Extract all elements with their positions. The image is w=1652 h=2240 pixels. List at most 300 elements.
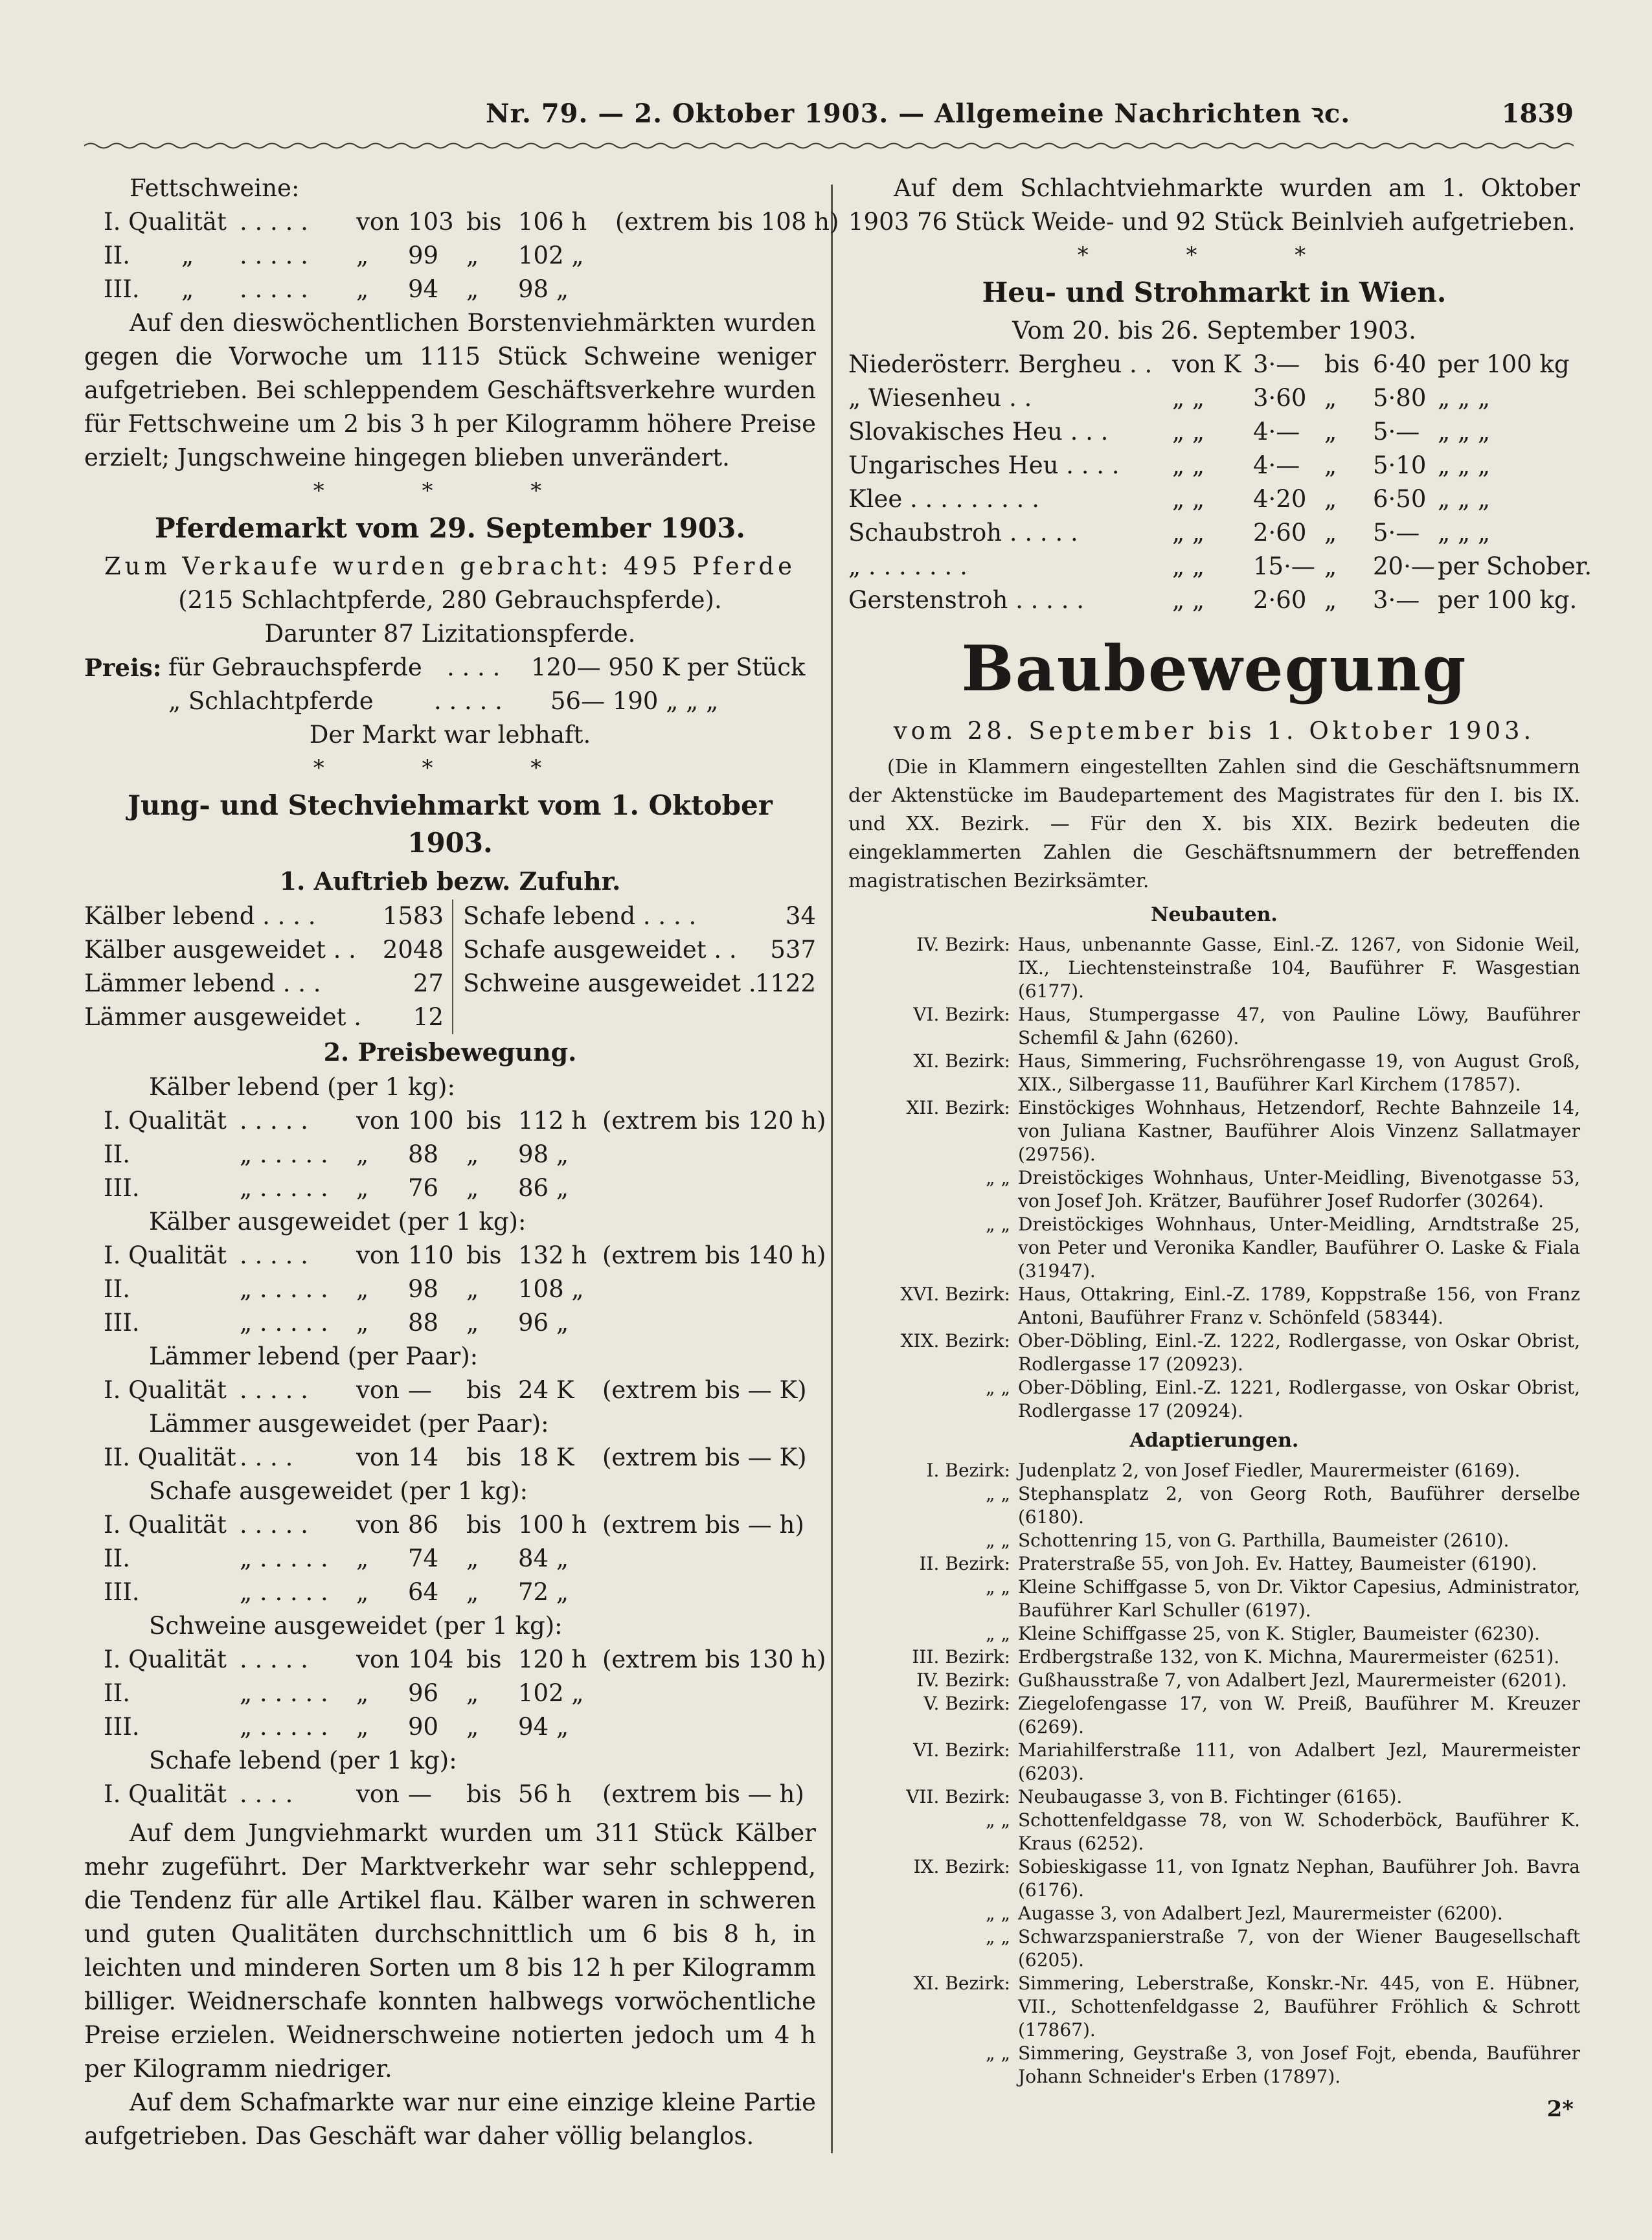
- price-row-bis: „: [466, 1140, 479, 1168]
- bau-entry-text: Erdbergstraße 132, von K. Michna, Maurermeister (6251).: [1018, 1646, 1560, 1668]
- preis-row-1-label: für Gebrauchspferde: [168, 653, 422, 681]
- heu-unit: „ „ „: [1438, 384, 1491, 412]
- heu-unit: „ „ „: [1438, 485, 1491, 513]
- fettschweine-heading: Fettschweine:: [130, 174, 300, 202]
- zufuhr-table-divider: [452, 899, 453, 1034]
- bau-entry-district: „ „: [986, 1926, 1010, 1947]
- right-column: [848, 172, 1592, 2126]
- heu-row: [848, 482, 1580, 516]
- bau-entry: [848, 1972, 1580, 2042]
- bau-entry-district: IV. Bezirk:: [916, 934, 1010, 955]
- fettschweine-dots: . . . . .: [240, 242, 308, 269]
- price-row-bis: bis: [466, 1780, 502, 1808]
- bau-entry: [848, 1739, 1580, 1785]
- bau-entry: [848, 1376, 1580, 1423]
- bau-entry-district: II. Bezirk:: [919, 1553, 1010, 1574]
- fettschweine-b: 98 „: [518, 275, 569, 303]
- bau-entry-district: „ „: [986, 2042, 1010, 2064]
- price-row-bis: bis: [466, 1443, 502, 1471]
- bau-entry-text: Stephansplatz 2, von Georg Roth, Bauführer derselbe (6180).: [1018, 1483, 1580, 1528]
- bau-entry-district: VI. Bezirk:: [913, 1004, 1010, 1025]
- bau-entry: [848, 1855, 1580, 1902]
- heu-unit: „ „ „: [1438, 451, 1491, 479]
- price-row: [84, 1576, 816, 1609]
- price-row: [84, 1104, 826, 1138]
- heu-a: 2·60: [1253, 586, 1307, 614]
- bau-entry-text: Simmering, Geystraße 3, von Josef Fojt, ebenda, Bauführer Johann Schneider's Erben (17897).: [1018, 2042, 1580, 2087]
- pferde-preis-row-2: [84, 684, 816, 718]
- price-row-a: 98: [408, 1275, 439, 1303]
- price-row-extra: (extrem bis — h): [602, 1511, 804, 1539]
- price-row-dots: „ . . . . .: [240, 1174, 328, 1202]
- price-group-title: Schafe ausgeweidet (per 1 kg):: [149, 1477, 528, 1505]
- heu-pre: „ „: [1172, 552, 1205, 580]
- bau-entry: [848, 1283, 1580, 1329]
- price-row-label: III.: [104, 1174, 140, 1202]
- price-row-pre: „: [356, 1309, 369, 1337]
- zufuhr-value: 2048: [382, 936, 444, 964]
- bau-entry-district: VII. Bezirk:: [906, 1786, 1010, 1807]
- bau-entry-district: „ „: [986, 1576, 1010, 1598]
- fettschweine-row: [84, 273, 816, 306]
- price-row-bis: bis: [466, 1646, 502, 1673]
- bau-entry: [848, 1622, 1580, 1646]
- preis-row-1-dots: . . . .: [447, 653, 501, 681]
- heu-b: 5·10: [1373, 451, 1427, 479]
- fettschweine-q: „: [181, 242, 194, 269]
- price-row-bis: „: [466, 1578, 479, 1606]
- heu-pre: von K: [1172, 350, 1241, 378]
- price-row-pre: „: [356, 1544, 369, 1572]
- fettschweine-bis: „: [466, 275, 479, 303]
- price-row-label: I. Qualität: [104, 1511, 227, 1539]
- fettschweine-a: 94: [408, 275, 439, 303]
- bau-entry-text: Haus, Ottakring, Einl.-Z. 1789, Koppstraße 156, von Franz Antoni, Bauführer Franz v. Schönfeld (58344).: [1018, 1284, 1580, 1328]
- price-row-label: I. Qualität: [104, 1241, 227, 1269]
- baubewegung-title: Baubewegung: [961, 632, 1467, 705]
- price-row-b: 108 „: [518, 1275, 584, 1303]
- fettschweine-a: 99: [408, 242, 439, 269]
- price-row-pre: von: [356, 1376, 400, 1404]
- price-row-a: 86: [408, 1511, 439, 1539]
- heu-pre: „ „: [1172, 451, 1205, 479]
- pferde-line-4: Der Markt war lebhaft.: [309, 721, 591, 749]
- section-separator-stars: * * *: [313, 755, 587, 781]
- heu-b: 3·—: [1373, 586, 1420, 614]
- price-row: [84, 1778, 816, 1811]
- fettschweine-bis: bis: [466, 208, 502, 236]
- price-row-a: 74: [408, 1544, 439, 1572]
- adaptierungen-list: [848, 1459, 1580, 2088]
- zufuhr-row: [463, 933, 816, 967]
- price-row: [84, 1306, 816, 1340]
- price-row-b: 100 h: [518, 1511, 587, 1539]
- bau-entry-text: Ober-Döbling, Einl.-Z. 1221, Rodlergasse, von Oskar Obrist, Rodlergasse 17 (20924).: [1018, 1377, 1580, 1421]
- heu-b: 6·40: [1373, 350, 1427, 378]
- heu-bis: „: [1324, 552, 1337, 580]
- bau-entry: [848, 1166, 1580, 1213]
- bau-entry-district: „ „: [986, 1623, 1010, 1644]
- bau-entry-text: Dreistöckiges Wohnhaus, Unter-Meidling, Arndtstraße 25, von Peter und Veronika Kandler, Bauführer O. Laske & Fiala (31947).: [1018, 1214, 1580, 1282]
- price-row-a: 110: [408, 1241, 454, 1269]
- zufuhr-value: 27: [413, 969, 444, 997]
- bau-entry-text: Haus, Simmering, Fuchsröhrengasse 19, von August Groß, XIX., Silbergasse 11, Bauführer Karl Kirchem (17857).: [1018, 1050, 1580, 1095]
- bau-entry-district: IV. Bezirk:: [916, 1669, 1010, 1691]
- heu-label: „ Wiesenheu . .: [848, 384, 1032, 412]
- heu-row: [848, 583, 1580, 617]
- bau-entry: [848, 1003, 1580, 1050]
- price-group-title: Schweine ausgeweidet (per 1 kg):: [149, 1612, 563, 1640]
- price-row-b: 18 K: [518, 1443, 574, 1471]
- price-row-b: 98 „: [518, 1140, 569, 1168]
- bau-entry-text: Schottenfeldgasse 78, von W. Schoderböck, Bauführer K. Kraus (6252).: [1018, 1809, 1580, 1854]
- zufuhr-table: [84, 899, 816, 1034]
- neubauten-heading: Neubauten.: [1151, 903, 1278, 926]
- bau-entry: [848, 1925, 1580, 1972]
- price-row-b: 94 „: [518, 1713, 569, 1741]
- zufuhr-row: [84, 933, 444, 967]
- heu-a: 4·—: [1253, 418, 1300, 446]
- bau-entry-district: „ „: [986, 1214, 1010, 1235]
- bau-entry-district: „ „: [986, 1530, 1010, 1551]
- section-separator-stars: * * *: [1077, 242, 1352, 268]
- heu-a: 4·20: [1253, 485, 1307, 513]
- baubewegung-note: (Die in Klammern eingestellten Zahlen sind die Geschäftsnummern der Aktenstücke im Baudepartement des Magistrates für den I. bis IX. und XX. Bezirk. — Für den X. bis XIX. Bezirk bedeuten die eingeklammerten Zahlen die Geschäftsnummern der betreffenden magistratischen Bezirksämter.: [848, 756, 1580, 892]
- bau-entry-text: Simmering, Leberstraße, Konskr.-Nr. 445, von E. Hübner, VII., Schottenfeldgasse 2, Bauführer Fröhlich & Schrott (17867).: [1018, 1973, 1580, 2041]
- price-row: [84, 1171, 816, 1205]
- heu-label: „ . . . . . . .: [848, 552, 967, 580]
- price-row-a: 88: [408, 1309, 439, 1337]
- heu-bis: bis: [1324, 350, 1360, 378]
- zufuhr-right: [463, 899, 816, 1001]
- price-row-dots: „ . . . . .: [240, 1275, 328, 1303]
- heu-unit: per 100 kg.: [1438, 586, 1578, 614]
- price-row-label: III.: [104, 1578, 140, 1606]
- preis-row-2-label: „ Schlachtpferde: [168, 687, 374, 715]
- heu-pre: „ „: [1172, 418, 1205, 446]
- price-row-a: 100: [408, 1107, 454, 1135]
- price-row: [84, 1508, 816, 1542]
- fettschweine-label: I. Qualität: [104, 208, 227, 236]
- bau-entry-text: Ober-Döbling, Einl.-Z. 1222, Rodlergasse, von Oskar Obrist, Rodlergasse 17 (20923).: [1018, 1330, 1580, 1375]
- price-row-pre: von: [356, 1780, 400, 1808]
- zufuhr-row: [84, 899, 444, 933]
- bau-entry-district: I. Bezirk:: [926, 1460, 1010, 1481]
- zufuhr-label: Lämmer ausgeweidet .: [84, 1003, 361, 1031]
- price-group-title: Schafe lebend (per 1 kg):: [149, 1747, 457, 1774]
- price-row-label: II.: [104, 1679, 130, 1707]
- bau-entry: [848, 2042, 1580, 2088]
- price-row-a: —: [408, 1376, 432, 1404]
- zufuhr-left: [84, 899, 444, 1034]
- header-title: Nr. 79. — 2. Oktober 1903. — Allgemeine Nachrichten ꝛc.: [486, 98, 1351, 129]
- heu-a: 3·—: [1253, 350, 1300, 378]
- zufuhr-value: 1122: [754, 969, 816, 997]
- bau-entry-district: „ „: [986, 1483, 1010, 1504]
- preisbewegung-subheading: 2. Preisbewegung.: [323, 1037, 577, 1067]
- zufuhr-row: [463, 899, 816, 933]
- price-row-b: 112 h: [518, 1107, 587, 1135]
- price-row-pre: „: [356, 1275, 369, 1303]
- bau-entry-text: Dreistöckiges Wohnhaus, Unter-Meidling, Bivenotgasse 53, von Josef Joh. Krätzer, Bauführer Josef Rudorfer (30264).: [1018, 1167, 1580, 1212]
- price-row-a: 96: [408, 1679, 439, 1707]
- heu-row: [848, 550, 1592, 583]
- heu-bis: „: [1324, 384, 1337, 412]
- heu-pre: „ „: [1172, 384, 1205, 412]
- signature-mark: 2*: [1546, 2096, 1574, 2122]
- zufuhr-label: Kälber lebend . . . .: [84, 902, 316, 930]
- preis-row-2-dots: . . . . .: [434, 687, 503, 715]
- jungvieh-heading: Jung- und Stechviehmarkt vom 1. Oktober 1903.: [128, 789, 773, 859]
- price-row-a: 90: [408, 1713, 439, 1741]
- heu-a: 4·—: [1253, 451, 1300, 479]
- bau-entry-text: Schwarzspanierstraße 7, von der Wiener Baugesellschaft (6205).: [1018, 1926, 1580, 1971]
- bau-entry-district: III. Bezirk:: [912, 1646, 1010, 1668]
- bau-entry-text: Neubaugasse 3, von B. Fichtinger (6165).: [1018, 1786, 1403, 1807]
- fettschweine-pre: „: [356, 242, 369, 269]
- heu-a: 2·60: [1253, 519, 1307, 547]
- price-row-pre: von: [356, 1511, 400, 1539]
- price-row-pre: von: [356, 1646, 400, 1673]
- bau-entry-text: Mariahilferstraße 111, von Adalbert Jezl, Maurermeister (6203).: [1018, 1739, 1580, 1784]
- heu-b: 5·—: [1373, 418, 1420, 446]
- fettschweine-pre: von: [356, 208, 400, 236]
- heu-b: 20·—: [1373, 552, 1435, 580]
- price-row-dots: „ . . . . .: [240, 1578, 328, 1606]
- price-row-label: II. Qualität: [104, 1443, 236, 1471]
- price-row-extra: (extrem bis 130 h): [602, 1646, 826, 1673]
- bau-entry-district: „ „: [986, 1903, 1010, 1924]
- price-row: [84, 1239, 826, 1273]
- heu-row: [848, 415, 1580, 449]
- zufuhr-value: 34: [785, 902, 816, 930]
- pferde-line-1: Zum Verkaufe wurden gebracht: 495 Pferde: [104, 552, 797, 580]
- price-row-label: I. Qualität: [104, 1107, 227, 1135]
- price-row-b: 56 h: [518, 1780, 572, 1808]
- heu-label: Schaubstroh . . . . .: [848, 519, 1078, 547]
- heu-label: Klee . . . . . . . . .: [848, 485, 1039, 513]
- fettschweine-b: 102 „: [518, 242, 584, 269]
- price-row-bis: bis: [466, 1511, 502, 1539]
- heu-label: Slovakisches Heu . . .: [848, 418, 1109, 446]
- fettschweine-label: II.: [104, 242, 130, 269]
- price-row-bis: bis: [466, 1107, 502, 1135]
- fettschweine-dots: . . . . .: [240, 208, 308, 236]
- heu-unit: per Schober.: [1438, 552, 1592, 580]
- zufuhr-label: Kälber ausgeweidet . .: [84, 936, 356, 964]
- adaptierungen-heading: Adaptierungen.: [1129, 1429, 1299, 1452]
- heu-a: 15·—: [1253, 552, 1315, 580]
- fettschweine-pre: „: [356, 275, 369, 303]
- price-row-label: III.: [104, 1309, 140, 1337]
- auftrieb-subheading: 1. Auftrieb bezw. Zufuhr.: [279, 866, 621, 896]
- zufuhr-label: Schweine ausgeweidet .: [463, 969, 756, 997]
- preis-label: Preis:: [84, 653, 162, 682]
- section-separator-stars: * * *: [313, 478, 587, 504]
- bau-entry-text: Haus, Stumpergasse 47, von Pauline Löwy, Bauführer Schemfil & Jahn (6260).: [1018, 1004, 1580, 1048]
- price-row-b: 84 „: [518, 1544, 569, 1572]
- zufuhr-label: Schafe ausgeweidet . .: [463, 936, 737, 964]
- bau-entry: [848, 1459, 1580, 1482]
- price-row-label: I. Qualität: [104, 1780, 227, 1808]
- bau-entry-text: Kleine Schiffgasse 25, von K. Stigler, Baumeister (6230).: [1018, 1623, 1541, 1644]
- price-row: [84, 1374, 816, 1407]
- bau-entry-text: Praterstraße 55, von Joh. Ev. Hattey, Baumeister (6190).: [1018, 1553, 1537, 1574]
- heu-row: [848, 516, 1580, 550]
- fettschweine-row: [84, 205, 839, 239]
- price-row-label: II.: [104, 1140, 130, 1168]
- fettschweine-text: Auf den dieswöchentlichen Borstenviehmärkten wurden gegen die Vorwoche um 1115 Stück Schweine weniger aufgetrieben. Bei schleppendem Geschäftsverkehre wurden für Fettschweine um 2 bis 3 h per Kilogramm höhere Preise erzielt; Jungschweine hingegen blieben unverändert.: [84, 309, 816, 471]
- price-group-title: Kälber lebend (per 1 kg):: [149, 1073, 455, 1101]
- price-row-a: 104: [408, 1646, 454, 1673]
- bau-entry: [848, 1902, 1580, 1925]
- price-row-dots: „ . . . . .: [240, 1713, 328, 1741]
- bau-entry-text: Kleine Schiffgasse 5, von Dr. Viktor Capesius, Administrator, Bauführer Karl Schuller (6197).: [1018, 1576, 1580, 1621]
- price-row-pre: „: [356, 1174, 369, 1202]
- heu-label: Ungarisches Heu . . . .: [848, 451, 1120, 479]
- zufuhr-row: [84, 1001, 444, 1034]
- heu-bis: „: [1324, 586, 1337, 614]
- heumarkt-table: [848, 348, 1592, 617]
- price-row: [84, 1441, 816, 1475]
- heu-bis: „: [1324, 519, 1337, 547]
- heu-label: Niederösterr. Bergheu . .: [848, 350, 1153, 378]
- price-row: [84, 1677, 816, 1710]
- price-row-b: 72 „: [518, 1578, 569, 1606]
- heu-label: Gerstenstroh . . . . .: [848, 586, 1084, 614]
- bau-entry: [848, 1785, 1580, 1809]
- bau-entry-district: XII. Bezirk:: [906, 1097, 1010, 1118]
- pferde-line-2: (215 Schlachtpferde, 280 Gebrauchspferde).: [178, 586, 722, 614]
- zufuhr-value: 537: [770, 936, 816, 964]
- price-row-label: III.: [104, 1713, 140, 1741]
- price-row-b: 24 K: [518, 1376, 574, 1404]
- price-row-dots: „ . . . . .: [240, 1679, 328, 1707]
- heu-pre: „ „: [1172, 519, 1205, 547]
- price-row-b: 120 h: [518, 1646, 587, 1673]
- fettschweine-label: III.: [104, 275, 140, 303]
- price-row-b: 132 h: [518, 1241, 587, 1269]
- heu-unit: „ „ „: [1438, 519, 1491, 547]
- heu-unit: „ „ „: [1438, 418, 1491, 446]
- preis-row-2-value: 56— 190 „ „ „: [550, 687, 719, 715]
- pferde-preis-row-1: [84, 651, 816, 684]
- price-row-dots: „ . . . . .: [240, 1140, 328, 1168]
- price-row: [84, 1542, 816, 1576]
- price-row-extra: (extrem bis 120 h): [602, 1107, 826, 1135]
- price-row-bis: „: [466, 1275, 479, 1303]
- bau-entry-district: VI. Bezirk:: [913, 1739, 1010, 1761]
- bau-entry-text: Ziegelofengasse 17, von W. Preiß, Bauführer M. Kreuzer (6269).: [1018, 1693, 1580, 1737]
- zufuhr-row: [84, 967, 444, 1001]
- price-group-title: Lämmer lebend (per Paar):: [149, 1342, 479, 1370]
- column-divider: [831, 185, 833, 2153]
- bau-entry: [848, 1529, 1580, 1552]
- price-row-dots: . . . .: [240, 1780, 293, 1808]
- pferde-line-3: Darunter 87 Lizitationspferde.: [264, 620, 636, 648]
- price-row-pre: „: [356, 1578, 369, 1606]
- jungvieh-text-1: Auf dem Jungviehmarkt wurden um 311 Stück Kälber mehr zugeführt. Der Marktverkehr war sehr schleppend, die Tendenz für alle Artikel flau. Kälber waren in schweren und guten Qualitäten durchschnittlich um 6 bis 8 h, in leichten und minderen Sorten um 8 bis 12 h per Kilogramm billiger. Weidnerschafe konnten halbwegs vorwöchentliche Preise erzielen. Weidnerschweine notierten jedoch um 4 h per Kilogramm niedriger.: [84, 1819, 816, 2083]
- price-row-dots: . . . . .: [240, 1107, 308, 1135]
- fettschweine-b: 106 h: [518, 208, 587, 236]
- bau-entry: [848, 1809, 1580, 1855]
- bau-entry: [848, 1576, 1580, 1622]
- price-row-a: 88: [408, 1140, 439, 1168]
- heu-row: [848, 449, 1580, 482]
- price-row-pre: von: [356, 1241, 400, 1269]
- zufuhr-label: Schafe lebend . . . .: [463, 902, 697, 930]
- bau-entry-district: XI. Bezirk:: [913, 1973, 1010, 1994]
- heumarkt-period: Vom 20. bis 26. September 1903.: [1012, 317, 1416, 345]
- heu-bis: „: [1324, 451, 1337, 479]
- price-row: [84, 1273, 816, 1306]
- page-number: 1839: [1501, 98, 1574, 129]
- bau-entry-district: „ „: [986, 1167, 1010, 1188]
- bau-entry-text: Judenplatz 2, von Josef Fiedler, Maurermeister (6169).: [1018, 1460, 1521, 1481]
- heu-unit: per 100 kg: [1438, 350, 1570, 378]
- bau-entry-district: XVI. Bezirk:: [900, 1284, 1010, 1305]
- fettschweine-dots: . . . . .: [240, 275, 308, 303]
- bau-entry: [848, 1692, 1580, 1739]
- fettschweine-table: [84, 205, 839, 306]
- heu-a: 3·60: [1253, 384, 1307, 412]
- bau-entry-text: Sobieskigasse 11, von Ignatz Nephan, Bauführer Joh. Bavra (6176).: [1018, 1856, 1580, 1901]
- price-row-dots: . . . . .: [240, 1376, 308, 1404]
- price-row-bis: bis: [466, 1241, 502, 1269]
- zufuhr-row: [463, 967, 816, 1001]
- bau-entry: [848, 1050, 1580, 1096]
- fettschweine-bis: „: [466, 242, 479, 269]
- heu-pre: „ „: [1172, 485, 1205, 513]
- price-group-title: Kälber ausgeweidet (per 1 kg):: [149, 1208, 526, 1236]
- schlachtvieh-text: Auf dem Schlachtviehmarkte wurden am 1. Oktober 1903 76 Stück Weide- und 92 Stück Beinlvieh aufgetrieben.: [848, 174, 1580, 236]
- price-row-bis: „: [466, 1174, 479, 1202]
- price-row-a: 14: [408, 1443, 439, 1471]
- page-header: [84, 97, 1574, 136]
- price-row-bis: „: [466, 1713, 479, 1741]
- heu-row: [848, 381, 1580, 415]
- heu-b: 5·80: [1373, 384, 1427, 412]
- price-row: [84, 1710, 816, 1744]
- price-group-title: Lämmer ausgeweidet (per Paar):: [149, 1410, 549, 1438]
- price-row-bis: „: [466, 1679, 479, 1707]
- price-row-dots: „ . . . . .: [240, 1309, 328, 1337]
- price-groups: [84, 1070, 826, 1811]
- bau-entry: [848, 1646, 1580, 1669]
- bau-entry-district: „ „: [986, 1377, 1010, 1398]
- heu-b: 5·—: [1373, 519, 1420, 547]
- heu-bis: „: [1324, 418, 1337, 446]
- bau-entry-text: Einstöckiges Wohnhaus, Hetzendorf, Rechte Bahnzeile 14, von Juliana Kastner, Bauführer Alois Vinzenz Sallatmayer (29756).: [1018, 1097, 1580, 1165]
- fettschweine-extra: (extrem bis 108 h): [615, 208, 839, 236]
- price-row-extra: (extrem bis — h): [602, 1780, 804, 1808]
- price-row-extra: (extrem bis 140 h): [602, 1241, 826, 1269]
- price-row-pre: „: [356, 1679, 369, 1707]
- price-row-label: I. Qualität: [104, 1376, 227, 1404]
- price-row-pre: „: [356, 1713, 369, 1741]
- fettschweine-q: „: [181, 275, 194, 303]
- price-row-dots: . . . .: [240, 1443, 293, 1471]
- price-row: [84, 1643, 826, 1677]
- preis-row-1-value: 120— 950 K per Stück: [531, 653, 806, 681]
- bau-entry-district: „ „: [986, 1809, 1010, 1831]
- bau-entry-text: Haus, unbenannte Gasse, Einl.-Z. 1267, von Sidonie Weil, IX., Liechtensteinstraße 104, Bauführer F. Wasgestian (6177).: [1018, 934, 1580, 1002]
- price-row-dots: „ . . . . .: [240, 1544, 328, 1572]
- bau-entry: [848, 1552, 1580, 1576]
- price-row-pre: von: [356, 1107, 400, 1135]
- bau-entry-district: V. Bezirk:: [923, 1693, 1010, 1714]
- price-row-a: 64: [408, 1578, 439, 1606]
